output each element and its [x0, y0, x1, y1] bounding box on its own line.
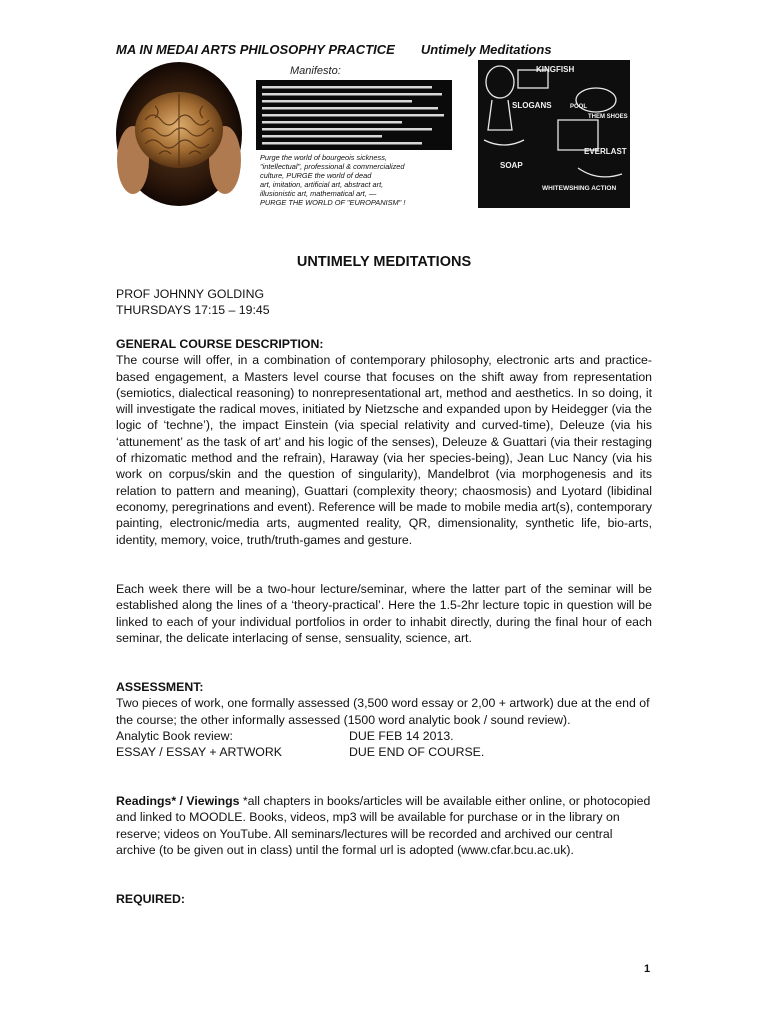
description-section [116, 336, 652, 548]
description-heading: GENERAL COURSE DESCRIPTION: [116, 337, 324, 351]
description-text: The course will offer, in a combination of contemporary philosophy, electronic arts and practice-based engagement, a Masters level course that focuses on the shift away from representation (semiotics, dialectical reasoning) to nonrepresentational art, method and aesthetics. In so doing, it will investigate the radical moves, initiated by Nietzsche and expanded upon by Heidegger (via the logic of ‘techne’), the impact Einstein (via special relativity and curved-time), Deleuze (via his ‘attunement’ as the task of art’ and his logic of the senses), Deleuze & Guattari (via their restaging of rhizomatic method and the refrain), Haraway (via her species-being), Jean Luc Nancy (via his work on corpus/skin and the question of singularity), Mandelbrot (via morphogenesis and its relation to pattern and meaning), Guattari (complexity theory; chaosmosis) and Lyotard (libidinal economy, peregrinations and event). Reference will be made to mobile media art(s), contemporary painting, electronic/media arts, augmented reality, QR, dimensionality, synthetic life, bio-arts, identity, memory, voice, truth/truth-games and gesture. [116, 353, 652, 547]
label-kingfish: KINGFISH [536, 65, 575, 74]
assessment-row [116, 744, 652, 760]
manifesto-line-6: PURGE THE WORLD OF "EUROPANISM" ! [260, 198, 406, 207]
label-pool: POOL [570, 104, 588, 110]
label-them-shoes: THEM SHOES [588, 114, 628, 120]
assessment-row [116, 728, 652, 744]
assessment-section [116, 679, 652, 760]
manifesto-line-1: Purge the world of bourgeois sickness, [260, 153, 387, 162]
label-whitewshing: WHITEWSHING ACTION [542, 185, 617, 192]
assessment-due: DUE FEB 14 2013. [349, 728, 454, 743]
manifesto-image [246, 60, 462, 208]
readings-section [116, 793, 652, 858]
manifesto-line-2: "intellectual", professional & commercialized [260, 162, 405, 171]
label-slogans: SLOGANS [512, 101, 552, 110]
painting-image [478, 60, 630, 208]
course-title: Untimely Meditations [420, 42, 552, 57]
manifesto-line-3: culture, PURGE the world of dead [260, 171, 372, 180]
manifesto-line-5: illusionistic art, mathematical art, — [260, 189, 377, 198]
document-title: UNTIMELY MEDITATIONS [296, 254, 472, 270]
assessment-due: DUE END OF COURSE. [349, 745, 485, 760]
schedule: THURSDAYS 17:15 – 19:45 [116, 303, 270, 318]
required-heading: REQUIRED: [116, 892, 186, 906]
assessment-heading: ASSESSMENT: [116, 680, 204, 694]
readings-text: *all chapters in books/articles will be available either online, or photocopied and linked to MOODLE. Books, videos, mp3 will be available for purchase or in the library on reserve; videos on YouTube. All seminars/lectures will be recorded and archived our central archive (to be given out in class) until the formal url is adopted (www.cfar.bcu.ac.uk). [116, 794, 651, 857]
brain-image [115, 60, 243, 208]
course-meta [116, 286, 652, 319]
instructor: PROF JOHNNY GOLDING [116, 287, 265, 301]
manifesto-line-4: art, imitation, artificial art, abstract art, [260, 180, 384, 189]
program-title: MA IN MEDAI ARTS PHILOSOPHY PRACTICE [116, 42, 395, 57]
page-number: 1 [644, 963, 651, 975]
readings-label: Readings* / Viewings [116, 794, 240, 808]
weekly-paragraph: Each week there will be a two-hour lecture/seminar, where the latter part of the seminar will be established along the lines of a ‘theory-practical’. Here the 1.5-2hr lecture topic in question will be linked to each of your individual portfolios in order to inhabit directly, during the final hour of each seminar, the delicate interlacing of sense, sensuality, science, art. [116, 582, 652, 645]
assessment-item: Analytic Book review: [116, 728, 233, 743]
label-soap: SOAP [500, 161, 523, 170]
running-header [116, 42, 552, 57]
assessment-text: Two pieces of work, one formally assessed (3,500 word essay or 2,00 + artwork) due at the end of the course; the other informally assessed (1500 word analytic book / sound review). [116, 696, 650, 727]
assessment-item: ESSAY / ESSAY + ARTWORK [116, 745, 282, 760]
label-everlast: EVERLAST [584, 147, 627, 156]
manifesto-heading: Manifesto: [290, 65, 341, 77]
